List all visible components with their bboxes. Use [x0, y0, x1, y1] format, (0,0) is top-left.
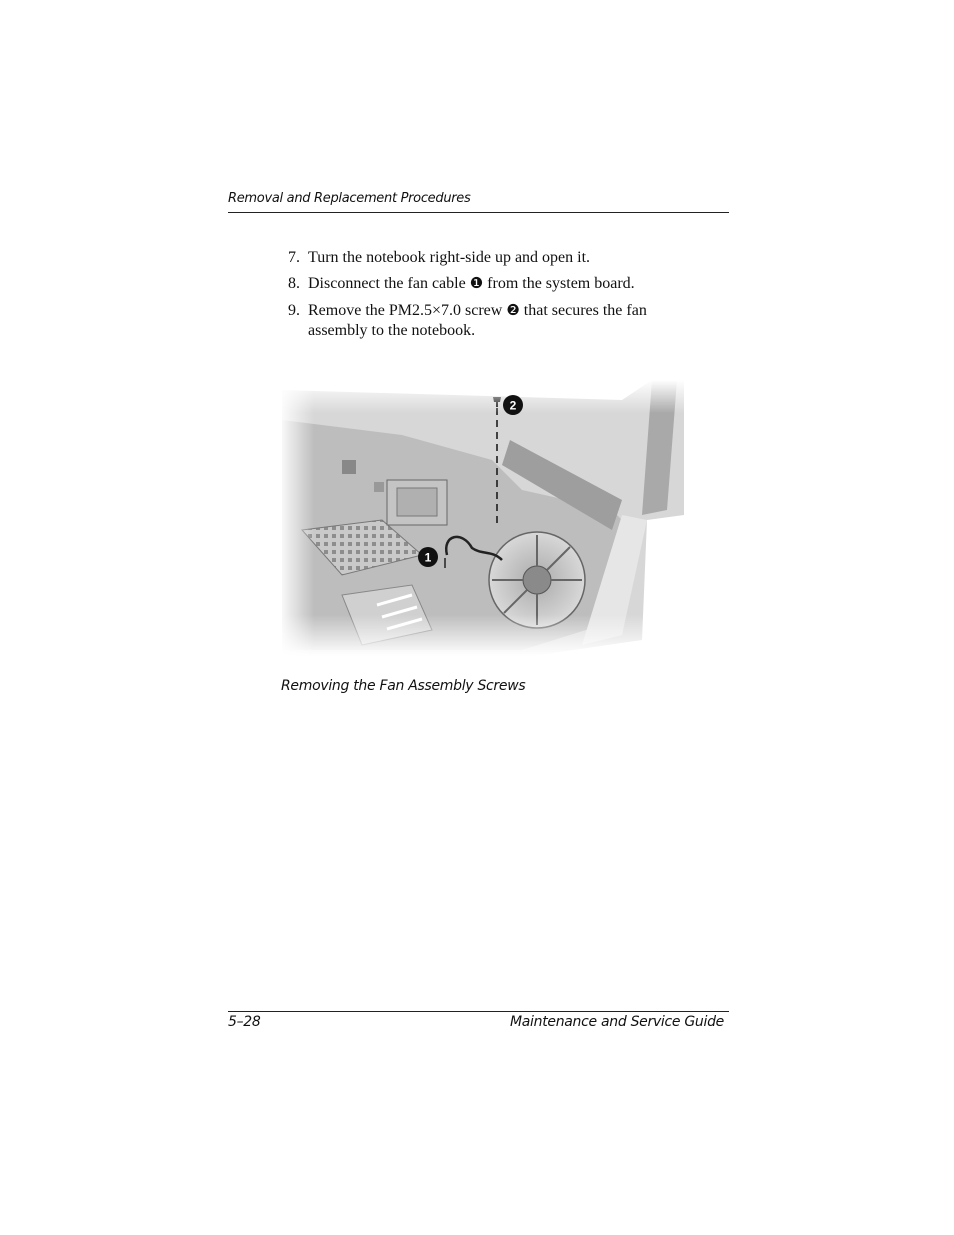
callout-1-marker [418, 547, 438, 567]
fan-assembly-illustration [282, 380, 684, 656]
step-number: 8. [288, 275, 300, 292]
callout-1-glyph: ❶ [469, 276, 484, 292]
footer-rule [228, 1011, 729, 1012]
guide-title: Maintenance and Service Guide [509, 1014, 724, 1030]
header-rule [228, 212, 729, 213]
step-9 [288, 301, 708, 340]
running-header: Removal and Replacement Procedures [228, 191, 471, 206]
step-text: Disconnect the fan cable [308, 275, 470, 292]
callout-2-label: 2 [509, 398, 517, 413]
step-8 [288, 274, 708, 294]
callout-1-label: 1 [424, 550, 432, 565]
procedure-steps [288, 248, 708, 347]
callout-2-glyph: ❷ [506, 303, 520, 319]
step-text-continued: that secures the fan assembly to the notebook. [308, 302, 647, 339]
callout-2-marker [503, 395, 523, 415]
step-number: 9. [288, 302, 300, 319]
step-number: 7. [288, 249, 300, 266]
step-text: Turn the notebook right-side up and open it. [308, 249, 591, 266]
figure-caption: Removing the Fan Assembly Screws [281, 678, 526, 694]
step-text-continued: from the system board. [483, 275, 635, 292]
page-number: 5–28 [228, 1014, 261, 1030]
step-7 [288, 248, 708, 267]
step-text: Remove the PM2.5×7.0 screw [308, 302, 507, 319]
